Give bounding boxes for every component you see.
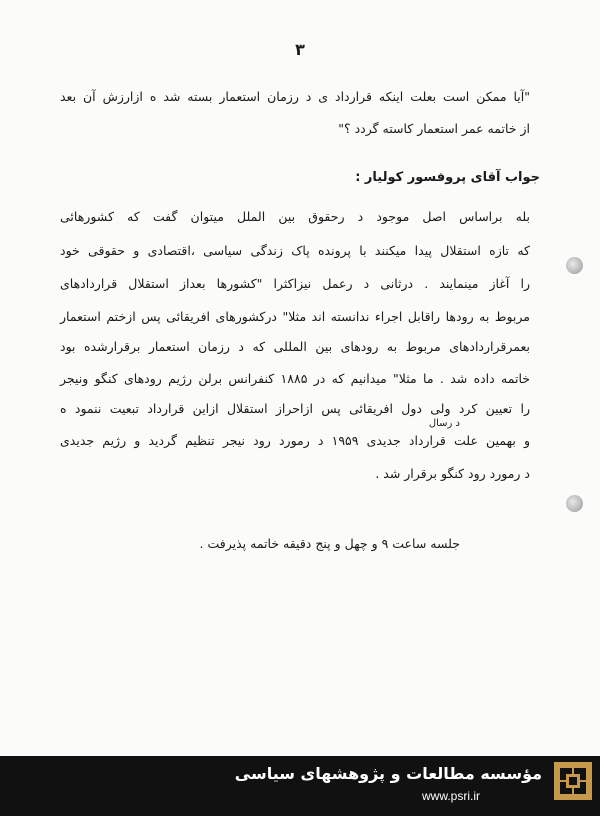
organization-url[interactable]: www.psri.ir [421, 789, 480, 803]
paragraph-line-7: را تعیین کرد ولی دول افریقائی پس ازاحراز استقلال ازاین قرارداد تبعیت ننمود ه [60, 401, 530, 416]
question-line-1: "آیا ممکن است بعلت اینکه قرارداد ی د رزمان استعمار بسته شد ه ازارزش آن بعد [60, 89, 530, 104]
punch-hole-top [566, 257, 583, 274]
paragraph-line-1: بله براساس اصل موجود د رحقوق بین الملل میتوان گفت که کشورهائی [60, 209, 530, 224]
question-line-2: از خاتمه عمر استعمار کاسته گردد ؟" [338, 121, 530, 136]
psri-logo-icon [554, 762, 592, 800]
psri-logo-graphic [554, 762, 592, 800]
paragraph-line-2: که تازه استقلال پیدا میکنند با پرونده پاک زندگی سیاسی ،اقتصادی و حقوقی خود [60, 243, 530, 258]
paragraph-line-8: و بهمین علت قرارداد جدیدی ۱۹۵۹ د رمورد رود نیجر تنظیم گردید و رژیم جدیدی [60, 433, 530, 448]
paragraph-line-9: د رمورد رود کنگو برقرار شد . [375, 466, 530, 481]
paragraph-line-4: مربوط به رودها راقابل اجراء ندانسته اند مثلا" درکشورهای افریقائی پس ازختم استعمار [60, 309, 530, 324]
paragraph-inserted-note: د رسال [428, 418, 460, 429]
closing-line: جلسه ساعت ۹ و چهل و پنج دقیقه خاتمه پذیرفت . [199, 536, 460, 551]
footer-banner [0, 756, 600, 816]
paragraph-line-6: خاتمه داده شد . ما مثلا" میدانیم که در ۱۸۸۵ کنفرانس برلن رژیم رودهای کنگو ونیجر [60, 371, 530, 386]
paragraph-line-3: را آغاز مینمایند . درثانی د رعمل نیزاکثرا "کشورها بعداز استقلال قراردادهای [60, 276, 530, 291]
organization-name: مؤسسه مطالعات و پژوهشهای سیاسی [234, 764, 542, 783]
paragraph-line-5: بعمرقراردادهای مربوط به رودهای بین المللی که د رزمان استعمار برقرارشده بود [60, 339, 530, 354]
answer-heading: جواب آقای پروفسور کولیار : [355, 170, 540, 185]
page-number: ۳ [295, 40, 305, 59]
punch-hole-bottom [566, 495, 583, 512]
